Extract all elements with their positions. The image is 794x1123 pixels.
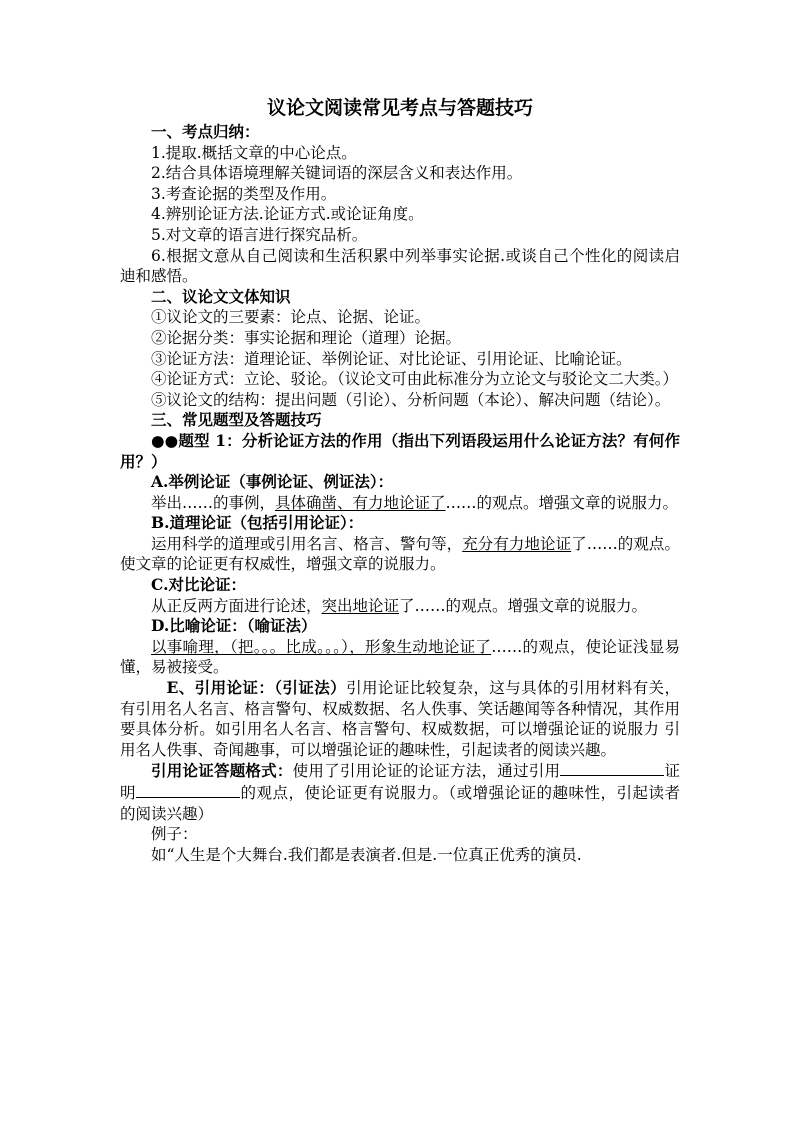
list-item: ④论证方式：立论、驳论。（议论文可由此标准分为立论文与驳论文二大类。） — [151, 370, 679, 389]
paragraph-d: 以事喻理，（把。。。比成。。。），形象生动地论证了……的观点，使论证浅显易懂，易被接受。 — [120, 637, 680, 677]
document-page — [120, 96, 680, 865]
fill-blank — [560, 760, 664, 776]
list-item: ②论据分类：事实论据和理论（道理）论据。 — [151, 328, 462, 347]
list-item: 2.结合具体语境理解关键词语的深层含义和表达作用。 — [151, 164, 523, 183]
example-label: 例子： — [151, 825, 198, 844]
subheading-b: B.道理论证（包括引用论证）： — [151, 513, 364, 533]
subheading-d: D.比喻论证：（喻证法） — [151, 616, 317, 636]
list-item: 5.对文章的语言进行探究品析。 — [151, 225, 368, 244]
section-heading: 三、常见题型及答题技巧 — [151, 410, 322, 430]
page-title: 议论文阅读常见考点与答题技巧 — [266, 97, 533, 119]
subheading-c: C.对比论证： — [151, 575, 246, 595]
paragraph-a: 举出……的事例，具体确凿、有力地论证了……的观点。增强文章的说服力。 — [151, 493, 679, 512]
answer-format: 引用论证答题格式：使用了引用论证的论证方法，通过引用 证明 的观点，使论证更有说服力。（或增强论证的趣味性，引起读者的阅读兴趣） — [120, 761, 680, 823]
list-item: ⑤议论文的结构：提出问题（引论）、分析问题（本论）、解决问题（结论）。 — [151, 390, 671, 409]
list-item: ③论证方法：道理论证、举例论证、对比论证、引用论证、比喻论证。 — [151, 349, 632, 368]
list-item: ①议论文的三要素：论点、论据、论证。 — [151, 308, 431, 327]
list-item: 4.辨别论证方法.论证方式.或论证角度。 — [151, 205, 424, 224]
example-text: 如“人生是个大舞台.我们都是表演者.但是.一位真正优秀的演员. — [151, 845, 582, 864]
question-type-heading: ●●题型 1：分析论证方法的作用（指出下列语段运用什么论证方法？有何作用？） — [120, 430, 680, 471]
fill-blank — [136, 782, 240, 798]
list-item: 6.根据文意从自己阅读和生活积累中列举事实论据.或谈自己个性化的阅读启迪和感悟。 — [120, 246, 680, 286]
paragraph-b: 运用科学的道理或引用名言、格言、警句等，充分有力地论证了……的观点。使文章的论证更有权威性，增强文章的说服力。 — [120, 534, 680, 574]
section-heading: 二、议论文文体知识 — [151, 286, 291, 306]
list-item: 1.提取.概括文章的中心论点。 — [151, 143, 357, 162]
subheading-a: A.举例论证（事例论证、例证法）： — [151, 472, 394, 492]
paragraph-c: 从正反两方面进行论述，突出地论证了……的观点。增强文章的说服力。 — [151, 596, 648, 615]
list-item: 3.考查论据的类型及作用。 — [151, 184, 337, 203]
section-heading: 一、考点归纳： — [151, 122, 260, 141]
paragraph-e: E、引用论证：（引证法）引用论证比较复杂，这与具体的引用材料有关，有引用名人名言、格言警句、权威数据、名人佚事、笑话趣闻等各种情况，其作用要具体分析。如引用名人名言、格言警句、权威数据，可以增强论证的说服力 引用名人佚事、奇闻趣事，可以增强论证的趣味性，引起读者的阅读兴趣。 — [120, 678, 680, 759]
